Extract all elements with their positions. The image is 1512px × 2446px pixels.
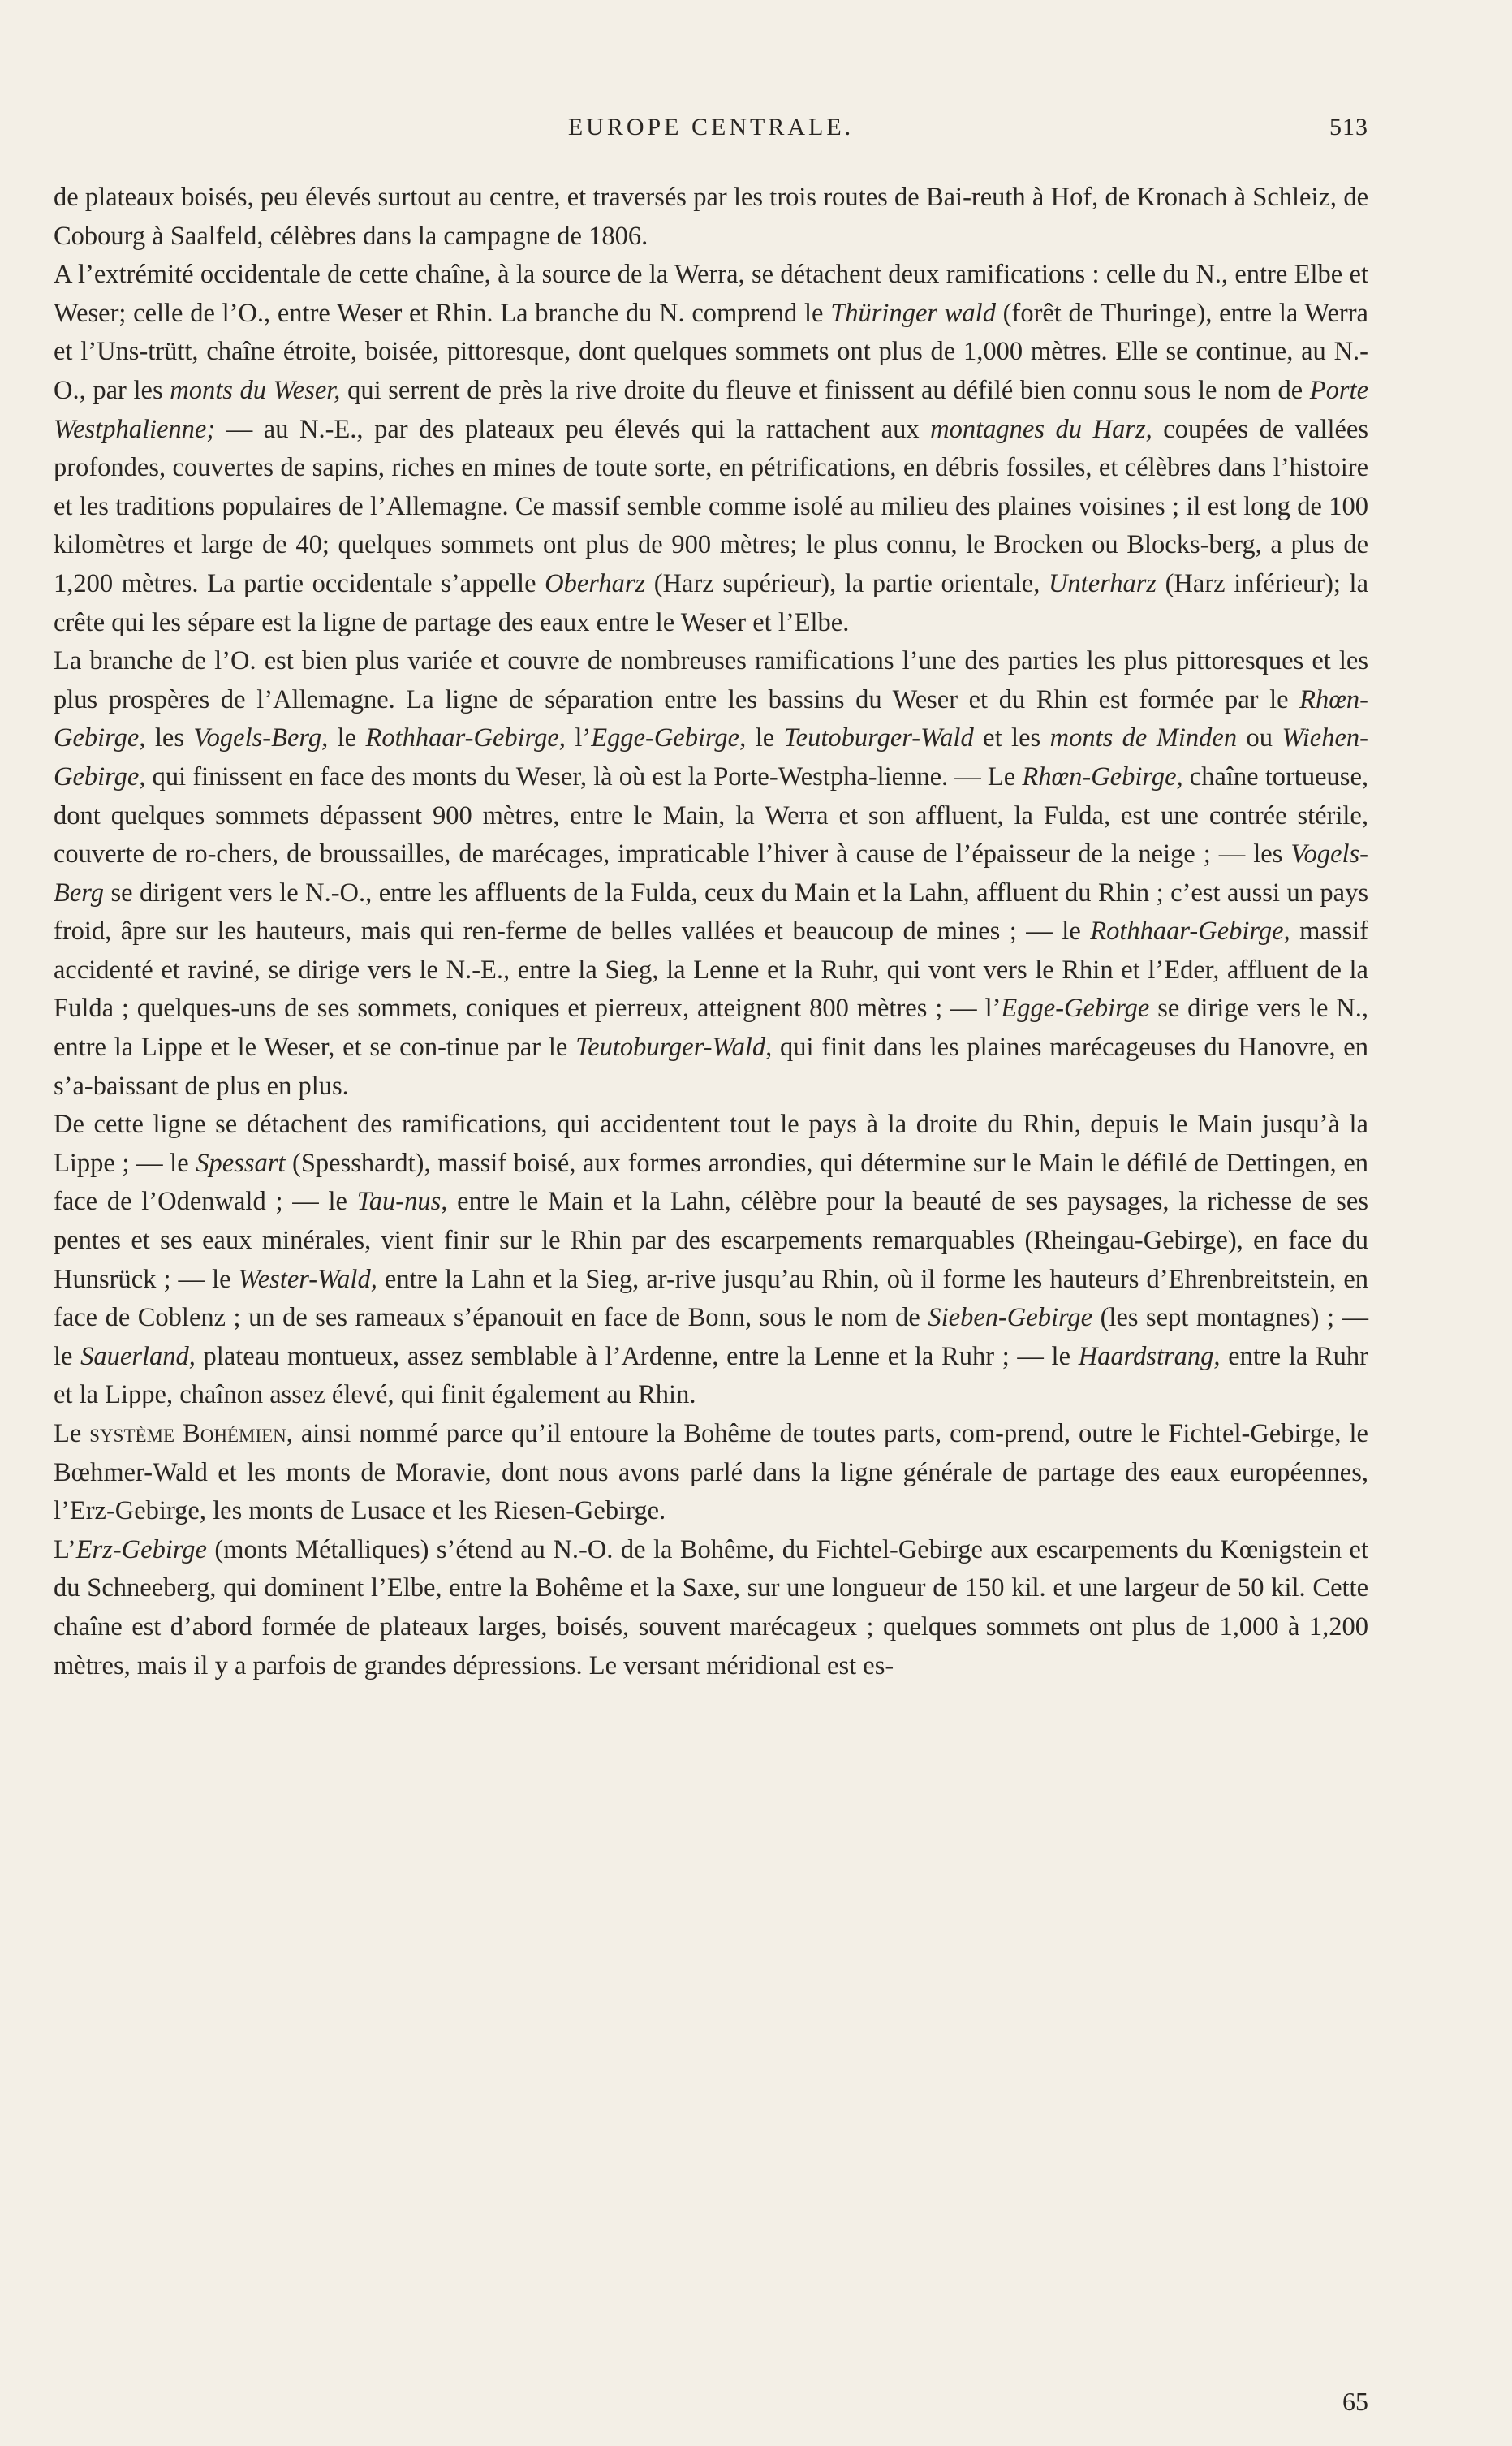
paragraph <box>54 1415 1368 1531</box>
paragraph <box>54 179 1368 256</box>
text-run: A l’extrémité occidentale de cette chaîne, à la source de la Werra, se détachent deux ramifications : celle du N., entre Elbe et Weser; celle de l’O., entre Weser et Rhin. La branche du N. comprend le <box>54 260 1368 328</box>
italic-term: Unterharz <box>1048 568 1157 598</box>
italic-term: Sauerland, <box>80 1341 196 1371</box>
italic-term: Rhœn-Gebirge, <box>1022 761 1183 792</box>
italic-term: monts du Weser, <box>170 375 341 405</box>
text-run: qui serrent de près la rive droite du fleuve et finissent au défilé bien connu sous le nom de <box>340 375 1310 405</box>
text-run: entre la Lahn et la Sieg, ar-rive jusqu’au Rhin, où il forme les hauteurs d’Ehrenbreitstein, en face de Coblenz ; un de ses rameaux s’épanouit en face de Bonn, sous le nom de <box>54 1264 1368 1333</box>
italic-term: Spessart <box>196 1148 286 1178</box>
italic-term: Teutoburger-Wald, <box>575 1033 773 1063</box>
italic-term: Rothhaar-Gebirge, <box>365 723 566 753</box>
text-run: les <box>145 723 194 753</box>
italic-term: Tau-nus, <box>356 1187 448 1217</box>
italic-term: Wiehen-Gebirge, <box>54 723 1368 792</box>
text-run: La branche de l’O. est bien plus variée et couvre de nombreuses ramifications l’une des parties les plus pittoresques et les plus prospères de l’Allemagne. La ligne de séparation entre les bassins du Weser et du Rhin est formée par le <box>54 646 1368 714</box>
text-run: l’ <box>565 723 592 753</box>
text-run: (Harz inférieur); la crête qui les sépare est la ligne de partage des eaux entre le Weser et l’Elbe. <box>54 568 1368 637</box>
italic-term: Rhœn-Gebirge, <box>54 684 1368 753</box>
text-run: se dirigent vers le N.-O., entre les affluents de la Fulda, ceux du Main et la Lahn, affluent du Rhin ; c’est aussi un pays froid, âpre sur les hauteurs, mais qui ren-ferme de belles vallées et beaucoup de mines ; — le <box>54 878 1368 947</box>
signature-mark: 65 <box>1342 2387 1368 2416</box>
text-run: le <box>746 723 784 753</box>
page-header <box>54 114 1368 146</box>
text-run: massif accidenté et raviné, se dirige vers le N.-E., entre la Sieg, la Lenne et la Ruhr, qui vont vers le Rhin et l’Eder, affluent de la Fulda ; quelques-uns de ses sommets, coniques et pierreux, atteignent 800 mètres ; — l’ <box>54 917 1368 1024</box>
text-run: le <box>328 723 366 753</box>
text-run: chaîne tortueuse, dont quelques sommets dépassent 900 mètres, entre le Main, la Werra et son affluent, la Fulda, est une contrée stérile, couverte de ro-chers, de broussailles, de marécages, impraticable l’hiver à cause de l’épaisseur de la neige ; — les <box>54 761 1369 869</box>
text-run: — au N.-E., par des plateaux peu élevés qui la rattachent aux <box>215 414 931 444</box>
text-run: et les <box>973 723 1050 753</box>
italic-term: Egge-Gebirge, <box>591 723 747 753</box>
text-run: entre le Main et la Lahn, célèbre pour la beauté de ses paysages, la richesse de ses pentes et ses eaux minérales, vient finir sur le Rhin par des escarpements remarquables (Rheingau-Gebirge), en face du Hunsrück ; — le <box>54 1187 1368 1294</box>
italic-term: Vogels-Berg, <box>193 723 329 753</box>
paragraph <box>54 1531 1368 1685</box>
italic-term: montagnes du Harz, <box>930 414 1152 444</box>
italic-term: Sieben-Gebirge <box>928 1303 1093 1333</box>
italic-term: Thüringer wald <box>830 298 996 328</box>
italic-term: Wester-Wald, <box>238 1264 377 1294</box>
italic-term: Teutoburger-Wald <box>783 723 974 753</box>
text-run: (monts Métalliques) s’étend au N.-O. de la Bohême, du Fichtel-Gebirge aux escarpements du Kœnigstein et du Schneeberg, qui dominent l’Elbe, entre la Bohême et la Saxe, sur une longueur de 150 kil. et une largeur de 50 kil. Cette chaîne est d’abord formée de plateaux larges, boisés, souvent marécageux ; quelques sommets ont plus de 1,000 à 1,200 mètres, mais il y a parfois de grandes dépressions. Le versant méridional est es- <box>54 1534 1368 1680</box>
text-run: (Harz supérieur), la partie orientale, <box>645 568 1049 598</box>
text-run: coupées de vallées profondes, couvertes de sapins, riches en mines de toute sorte, en pétrifications, en débris fossiles, et célèbres dans l’histoire et les traditions populaires de l’Allemagne. Ce massif semble comme isolé au milieu des plaines voisines ; il est long de 100 kilomètres et large de 40; quelques sommets ont plus de 900 mètres; le plus connu, le Brocken ou Blocks-berg, a plus de 1,200 mètres. La partie occidentale s’appelle <box>54 414 1368 598</box>
text-run: De cette ligne se détachent des ramifications, qui accidentent tout le pays à la droite du Rhin, depuis le Main jusqu’à la Lippe ; — le <box>54 1110 1368 1178</box>
italic-term: Egge-Gebirge <box>1001 994 1150 1024</box>
italic-term: Erz-Gebirge <box>75 1534 207 1564</box>
text-run: entre la Ruhr et la Lippe, chaînon assez élevé, qui finit également au Rhin. <box>54 1341 1368 1410</box>
italic-term: Oberharz <box>545 568 646 598</box>
italic-term: Vogels-Berg <box>54 839 1368 908</box>
italic-term: Porte Westphalienne; <box>54 375 1369 444</box>
italic-term: Rothhaar-Gebirge, <box>1090 917 1290 947</box>
text-run: qui finissent en face des monts du Weser, là où est la Porte-Westpha-lienne. — Le <box>145 761 1023 792</box>
italic-term: monts de Minden <box>1049 723 1238 753</box>
body-text <box>54 179 1368 1685</box>
page-number: 513 <box>1329 114 1368 140</box>
text-run: (les sept montagnes) ; — le <box>54 1303 1369 1371</box>
text-run: qui finit dans les plaines marécageuses du Hanovre, en s’a-baissant de plus en plus. <box>54 1033 1368 1101</box>
text-run: Le <box>54 1419 90 1448</box>
text-run: ou <box>1237 723 1282 753</box>
text-run: plateau montueux, assez semblable à l’Ardenne, entre la Lenne et la Ruhr ; — le <box>195 1341 1079 1371</box>
text-run: se dirige vers le N., entre la Lippe et le Weser, et se con-tinue par le <box>54 994 1368 1063</box>
text-run: L’ <box>54 1534 76 1564</box>
paragraph <box>54 642 1368 1106</box>
running-title: EUROPE CENTRALE. <box>567 114 855 140</box>
text-run: (forêt de Thuringe), entre la Werra et l’Uns-trütt, chaîne étroite, boisée, pittoresque, dont quelques sommets ont plus de 1,000 mètres. Elle se continue, au N.-O., par les <box>54 298 1368 405</box>
text-run: , ainsi nommé parce qu’il entoure la Bohême de toutes parts, com-prend, outre le Fichtel-Gebirge, le Bœhmer-Wald et les monts de Moravie, dont nous avons parlé dans la ligne générale de partage des eaux européennes, l’Erz-Gebirge, les monts de Lusace et les Riesen-Gebirge. <box>54 1419 1368 1526</box>
text-run: de plateaux boisés, peu élevés surtout au centre, et traversés par les trois routes de Bai-reuth à Hof, de Kronach à Schleiz, de Cobourg à Saalfeld, célèbres dans la campagne de 1806. <box>54 183 1368 251</box>
paragraph <box>54 1106 1368 1415</box>
paragraph <box>54 256 1368 642</box>
italic-term: Haardstrang, <box>1078 1341 1221 1371</box>
small-caps-term: système Bohémien <box>89 1419 286 1448</box>
text-run: (Spesshardt), massif boisé, aux formes arrondies, qui détermine sur le Main le défilé de Dettingen, en face de l’Odenwald ; — le <box>54 1148 1368 1217</box>
